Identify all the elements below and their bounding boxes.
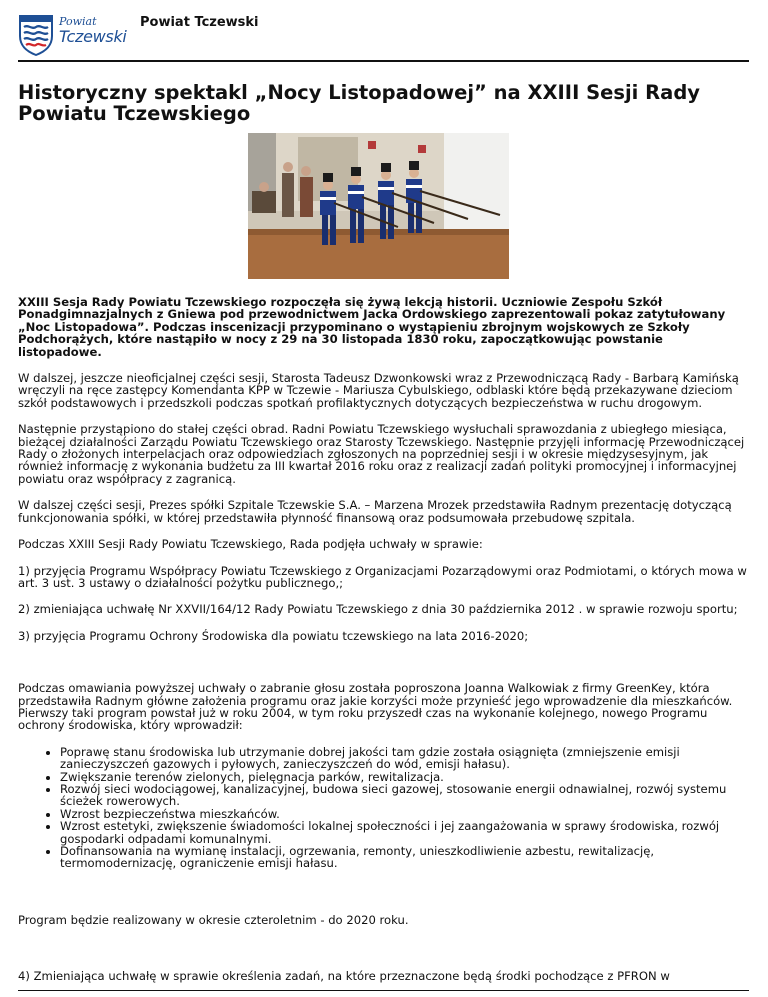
spacer: [18, 884, 748, 914]
list-item: • Zwiększanie terenów zielonych, pielęgnacja parków, rewitalizacja.: [60, 771, 748, 783]
spacer: [18, 940, 748, 970]
header-divider: [18, 60, 749, 62]
program-goals-list: [18, 746, 748, 870]
site-header: [18, 12, 749, 58]
logo-word-powiat: Powiat: [59, 15, 97, 28]
paragraph: Podczas omawiania powyższej uchwały o zabranie głosu została poproszona Joanna Walkowiak z firmy GreenKey, która przedstawiła Radnym główne założenia programu oraz jakie korzyści może przynieść jego wprowadzenie dla mieszkańców. Pierwszy taki program powstał już w roku 2004, w tym roku przyszedł czas na wykonanie kolejnego, nowego Programu ochrony środowiska, który wprowadził:: [18, 681, 733, 733]
list-item: • Rozwój sieci wodociągowej, kanalizacyjnej, budowa sieci gazowej, stosowanie energii odnawialnej, rozwój systemu ścieżek rowerowych.: [60, 783, 748, 808]
reenactment-photo-icon: [248, 133, 509, 279]
list-item: • Wzrost bezpieczeństwa mieszkańców.: [60, 808, 748, 820]
paragraph: Podczas XXIII Sesji Rady Powiatu Tczewskiego, Rada podjęła uchwały w sprawie:: [18, 537, 483, 552]
resolution-item: 1) przyjęcia Programu Współpracy Powiatu Tczewskiego z Organizacjami Pozarządowymi oraz Podmiotami, o których mowa w art. 3 ust. 3 ustawy o działalności pożytku publicznego,;: [18, 563, 747, 590]
paragraph: Następnie przystąpiono do stałej części obrad. Radni Powiatu Tczewskiego wysłuchali sprawozdania z ubiegłego miesiąca, bieżącej działalności Zarządu Powiatu Tczewskiego oraz Starosty Tczewskiego. Następnie przyjęli informację Przewodniczącej Rady o złożonych interpelacjach oraz odpowiedziach zgłoszonych na poprzedniej sesji i w okresie międzysesyjnym, jak również informację z wykonania budżetu za III kwartał 2016 roku oraz z realizacji zadań polityki promocyjnej i informacyjnej powiatu oraz współpracy z zagranicą.: [18, 422, 745, 486]
paragraph: W dalszej, jeszcze nieoficjalnej części sesji, Starosta Tadeusz Dzwonkowski wraz z Przewodniczącą Rady - Barbarą Kamińską wręczyli na ręce zastępcy Komendanta KPP w Tczewie - Mariusza Cybulskiego, odblaski które będą przekazywane dzieciom szkół podstawowych i przedszkoli podczas spotkań profilaktycznych dotyczących bezpieczeństwa w ruchu drogowym.: [18, 371, 739, 410]
coat-of-arms-icon: [18, 14, 54, 56]
resolution-item: 3) przyjęcia Programu Ochrony Środowiska dla powiatu tczewskiego na lata 2016-2020;: [18, 628, 529, 643]
paragraph: W dalszej części sesji, Prezes spółki Szpitale Tczewskie S.A. – Marzena Mrozek przedstawiła Radnym prezentację dotyczącą funkcjonowania spółki, w której przedstawiła płynność finansową oraz podsumowała przebudowę szpitala.: [18, 498, 732, 525]
footer-divider: [18, 990, 749, 991]
resolution-item: 2) zmieniająca uchwałę Nr XXVII/164/12 Rady Powiatu Tczewskiego z dnia 30 października 2012 . w sprawie rozwoju sportu;: [18, 602, 738, 617]
site-logo[interactable]: [18, 12, 127, 58]
program-note: Program będzie realizowany w okresie czteroletnim - do 2020 roku.: [18, 912, 409, 927]
site-name[interactable]: Powiat Tczewski: [140, 15, 259, 30]
list-item: • Poprawę stanu środowiska lub utrzymanie dobrej jakości tam gdzie została osiągnięta (zmniejszenie emisji zanieczyszczeń gazowych i pyłowych, zanieczyszczeń do wód, emisji hałasu).: [60, 746, 748, 771]
article-title: Historyczny spektakl „Nocy Listopadowej” na XXIII Sesji Rady Powiatu Tczewskiego: [18, 81, 700, 125]
spacer: [18, 656, 748, 682]
article-photo: [248, 133, 509, 279]
article-lead: XXIII Sesja Rady Powiatu Tczewskiego rozpoczęła się żywą lekcją historii. Uczniowie Zespołu Szkół Ponadgimnazjalnych z Gniewa pod przewodnictwem Jacka Ordowskiego zaprezentowali pokaz zatytułowany „Noc Listopadowa”. Podczas inscenizacji przypominano o wystąpieniu zbrojnym wojskowych ze Szkoły Podchorążych, które nastąpiło w nocy z 29 na 30 listopada 1830 roku, zapoczątkowując powstanie listopadowe.: [18, 295, 726, 359]
list-item: • Wzrost estetyki, zwiększenie świadomości lokalnej społeczności i jej zaangażowania w sprawy środowiska, rozwój gospodarki odpadami komunalnymi.: [60, 820, 748, 845]
logo-word-tczewski: Tczewski: [59, 27, 127, 46]
resolution-item: 4) Zmieniająca uchwałę w sprawie określenia zadań, na które przeznaczone będą środki pochodzące z PFRON w: [18, 969, 670, 984]
list-item: • Dofinansowania na wymianę instalacji, ogrzewania, remonty, unieszkodliwienie azbestu, rewitalizację, termomodernizację, ograniczenie emisji hałasu.: [60, 845, 748, 870]
article-body: [18, 296, 748, 997]
